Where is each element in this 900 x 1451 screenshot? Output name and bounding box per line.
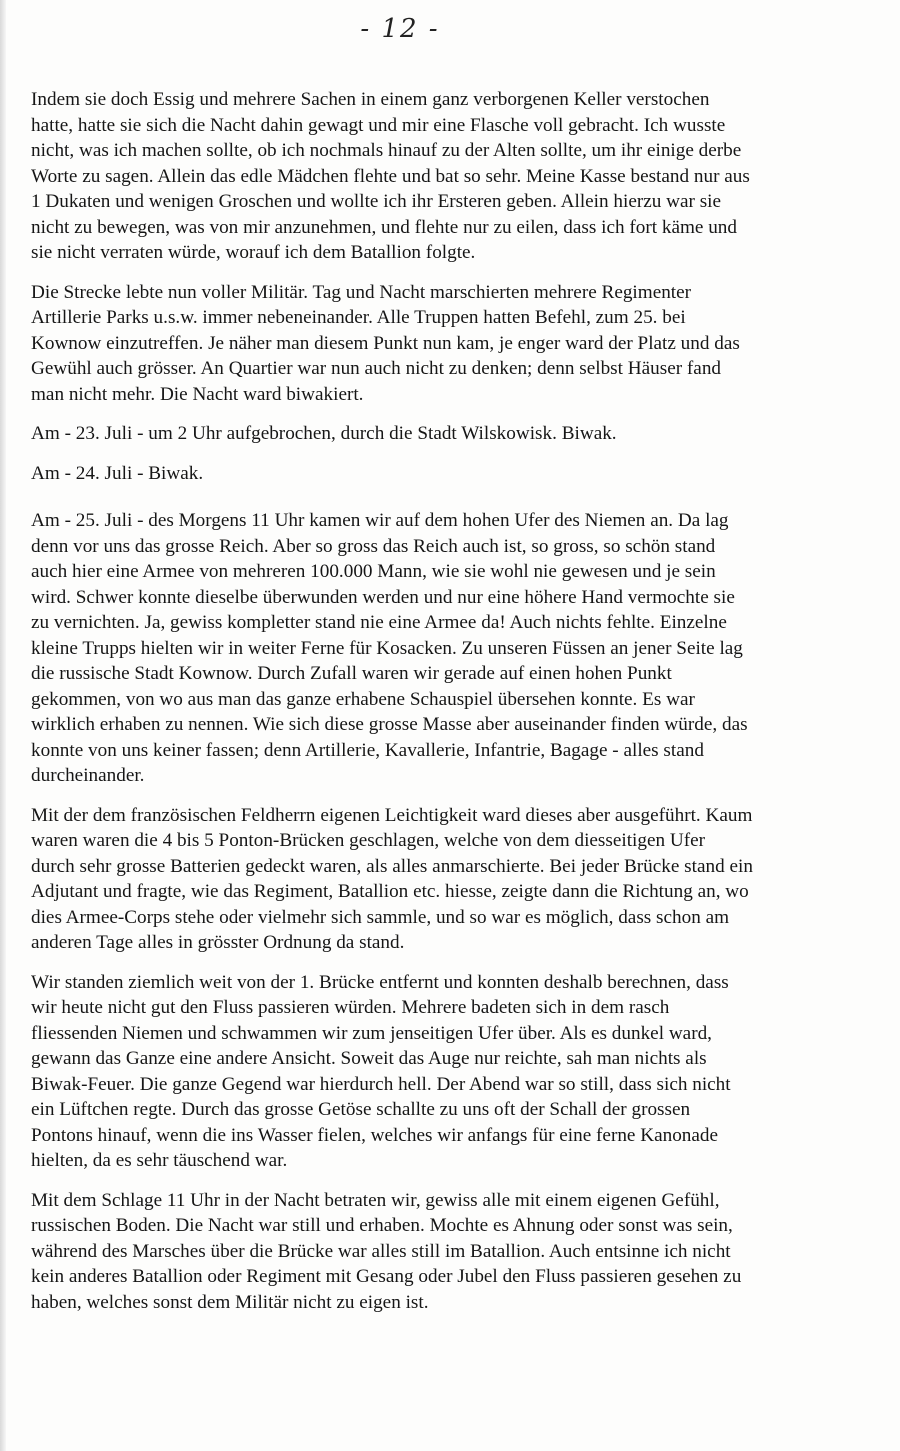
text-line: anderen Tage alles in grösster Ordnung da stand. [31, 932, 405, 953]
paragraph-1 [31, 87, 876, 266]
text-line: konnte von uns keiner fassen; denn Artillerie, Kavallerie, Infantrie, Bagage - alles stand [31, 739, 704, 761]
text-line: ein Lüftchen regte. Durch das grosse Getöse schallte zu uns oft der Schall der grossen [31, 1099, 691, 1120]
text-line: 1 Dukaten und wenigen Groschen und wollte ich ihr Ersteren geben. Allein hierzu war sie [31, 191, 722, 212]
page-edge-shadow [0, 0, 6, 1451]
paragraph-2 [31, 280, 876, 408]
text-line: dies Armee-Corps stehe oder vielmehr sich sammle, und so war es möglich, dass schon am [31, 906, 730, 928]
paragraph-3 [31, 421, 876, 447]
text-line: zu vernichten. Ja, gewiss kompletter stand nie eine Armee da! Auch nichts fehlte. Einzelne [31, 612, 727, 633]
text-line: wirklich erhaben zu nennen. Wie sich diese grosse Masse aber auseinander finden würde, das [31, 714, 748, 735]
text-line: während des Marsches über die Brücke war alles still im Batallion. Auch entsinne ich nicht [31, 1240, 731, 1262]
text-line: durch sehr grosse Batterien gedeckt waren, als alles anmarschierte. Bei jeder Brücke stand ein [31, 855, 753, 877]
text-line: Worte zu sagen. Allein das edle Mädchen flehte und bat so sehr. Meine Kasse bestand nur aus [31, 165, 750, 187]
page-number: - 12 - [360, 14, 440, 44]
text-line: man nicht mehr. Die Nacht ward biwakiert. [31, 383, 364, 405]
text-line: Mit dem Schlage 11 Uhr in der Nacht betraten wir, gewiss alle mit einem eigenen Gefühl, [31, 1189, 720, 1211]
text-line: Biwak-Feuer. Die ganze Gegend war hierdurch hell. Der Abend war so still, dass sich nicht [31, 1073, 731, 1095]
text-line: gekommen, von wo aus man das ganze erhabene Schauspiel übersehen konnte. Es war [31, 688, 695, 710]
text-line: Die Strecke lebte nun voller Militär. Tag und Nacht marschierten mehrere Regimenter [31, 281, 692, 303]
text-line: Kownow einzutreffen. Je näher man diesem Punkt nun kam, je enger ward der Platz und das [31, 332, 740, 354]
text-line: Artillerie Parks u.s.w. immer nebeneinander. Alle Truppen hatten Befehl, zum 25. bei [31, 307, 686, 328]
text-line: hielten, da es sehr täuschend war. [31, 1150, 288, 1171]
paragraph-4 [31, 461, 876, 487]
text-line: wird. Schwer konnte dieselbe überwunden werden und nur eine höhere Hand vermochte sie [31, 586, 735, 608]
text-line: sie nicht verraten würde, worauf ich dem Batallion folgte. [31, 242, 476, 263]
text-line: kein anderes Batallion oder Regiment mit Gesang oder Jubel den Fluss passieren gesehen zu [31, 1266, 742, 1287]
text-line: Mit der dem französischen Feldherrn eigenen Leichtigkeit ward dieses aber ausgeführt. Kaum [31, 804, 753, 826]
text-line: waren waren die 4 bis 5 Ponton-Brücken geschlagen, welche von dem diesseitigen Ufer [31, 830, 706, 851]
document-body [31, 87, 876, 1329]
text-line: nicht zu bewegen, was von mir anzunehmen, und flehte nur zu eilen, dass ich fort käme und [31, 216, 737, 238]
text-line: Gewühl auch grösser. An Quartier war nun auch nicht zu denken; denn selbst Häuser fand [31, 358, 722, 379]
paragraph-7 [31, 970, 876, 1174]
text-line: wir heute nicht gut den Fluss passieren würden. Mehrere badeten sich in dem rasch [31, 997, 670, 1018]
text-line: Am - 23. Juli - um 2 Uhr aufgebrochen, durch die Stadt Wilskowisk. Biwak. [31, 423, 617, 444]
text-line: haben, welches sonst dem Militär nicht zu eigen ist. [31, 1291, 429, 1313]
text-line: Adjutant und fragte, wie das Regiment, Batallion etc. hiesse, zeigte dann die Richtung an, wo [31, 881, 749, 902]
text-line: hatte, hatte sie sich die Nacht dahin gewagt und mir eine Flasche voll gebracht. Ich wusste [31, 114, 726, 136]
text-line: Pontons hinauf, wenn die ins Wasser fielen, welches wir anfangs für eine ferne Kanonade [31, 1124, 719, 1146]
text-line: nicht, was ich machen sollte, ob ich nochmals hinauf zu der Alten sollte, um ihr einige derbe [31, 140, 742, 161]
text-line: denn vor uns das grosse Reich. Aber so gross das Reich auch ist, so gross, so schön stand [31, 535, 716, 557]
text-line: durcheinander. [31, 765, 145, 786]
paragraph-6 [31, 803, 876, 956]
text-line: russischen Boden. Die Nacht war still und erhaben. Mochte es Ahnung oder sonst was sein, [31, 1215, 733, 1236]
text-line: kleine Trupps hielten wir in weiter Ferne für Kosacken. Zu unseren Füssen an jener Seite lag [31, 637, 743, 659]
text-line: Am - 24. Juli - Biwak. [31, 462, 204, 484]
paragraph-5 [31, 508, 876, 789]
text-line: auch hier eine Armee von mehreren 100.000 Mann, wie sie wohl nie gewesen und je sein [31, 561, 716, 582]
text-line: Indem sie doch Essig und mehrere Sachen in einem ganz verborgenen Keller verstochen [31, 89, 710, 110]
text-line: gewann das Ganze eine andere Ansicht. Soweit das Auge nur reichte, sah man nichts als [31, 1048, 707, 1069]
paragraph-8 [31, 1188, 876, 1316]
text-line: fliessenden Niemen und schwammen wir zum jenseitigen Ufer über. Als es dunkel ward, [31, 1022, 712, 1044]
text-line: die russische Stadt Kownow. Durch Zufall waren wir gerade auf einen hohen Punkt [31, 663, 672, 684]
text-line: Am - 25. Juli - des Morgens 11 Uhr kamen wir auf dem hohen Ufer des Niemen an. Da lag [31, 510, 729, 531]
text-line: Wir standen ziemlich weit von der 1. Brücke entfernt und konnten deshalb berechnen, dass [31, 971, 729, 993]
